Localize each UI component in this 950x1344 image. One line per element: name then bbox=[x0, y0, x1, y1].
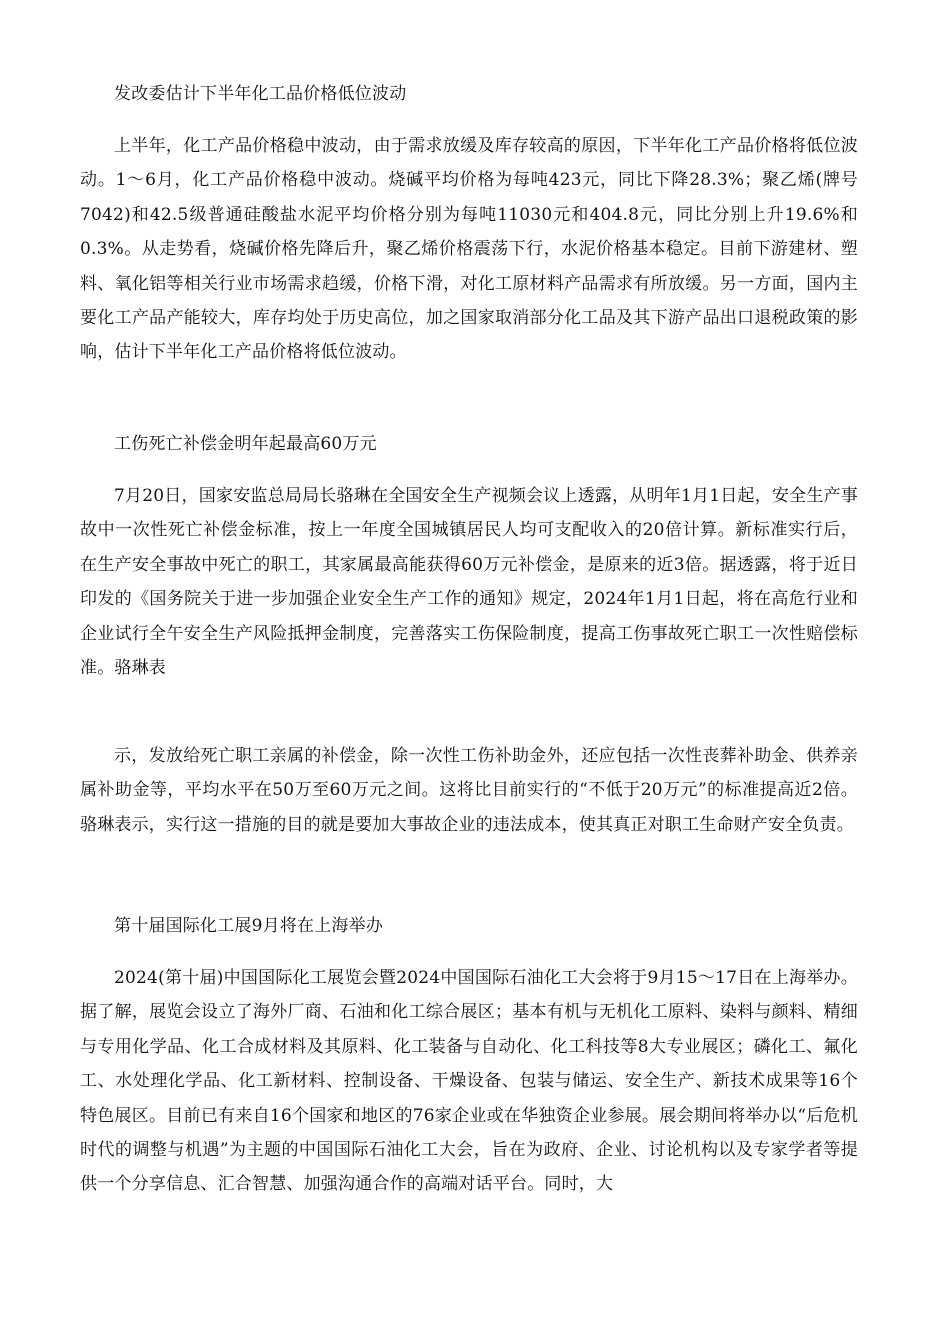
section-2-paragraph-2: 示，发放给死亡职工亲属的补偿金，除一次性工伤补助金外，还应包括一次性丧葬补助金、供养亲属补助金等，平均水平在50万至60万元之间。这将比目前实行的“不低于20万元”的标准提高近2倍。骆琳表示，实行这一措施的目的就是要加大事故企业的违法成本，使其真正对职工生命财产安全负责。 bbox=[80, 746, 858, 835]
section-1-title: 发改委估计下半年化工品价格低位波动 bbox=[114, 84, 407, 104]
section-1-paragraph-1: 上半年，化工产品价格稳中波动，由于需求放缓及库存较高的原因，下半年化工产品价格将低位波动。1～6月，化工产品价格稳中波动。烧碱平均价格为每吨423元，同比下降28.3%；聚乙烯(牌号7042)和42.5级普通硅酸盐水泥平均价格分别为每吨11030元和404.8元，同比分别上升19.6%和0.3%。从走势看，烧碱价格先降后升，聚乙烯价格震荡下行，水泥价格基本稳定。目前下游建材、塑料、氧化铝等相关行业市场需求趋缓，价格下滑，对化工原材料产品需求有所放缓。另一方面，国内主要化工产品产能较大，库存均处于历史高位，加之国家取消部分化工品及其下游产品出口退税政策的影响，估计下半年化工产品价格将低位波动。 bbox=[80, 136, 858, 363]
section-3-title: 第十届国际化工展9月将在上海举办 bbox=[114, 916, 384, 936]
section-3-paragraph-1: 2024(第十届)中国国际化工展览会暨2024中国国际石油化工大会将于9月15～17日在上海举办。据了解，展览会设立了海外厂商、石油和化工综合展区；基本有机与无机化工原料、染料与颜料、精细与专用化学品、化工合成材料及其原料、化工装备与自动化、化工科技等8大专业展区；磷化工、氟化工、水处理化学品、化工新材料、控制设备、干燥设备、包装与储运、安全生产、新技术成果等16个特色展区。目前已有来自16个国家和地区的76家企业或在华独资企业参展。展会期间将举办以“后危机时代的调整与机遇”为主题的中国国际石油化工大会，旨在为政府、企业、讨论机构以及专家学者等提供一个分享信息、汇合智慧、加强沟通合作的高端对话平台。同时，大 bbox=[80, 968, 858, 1195]
section-2-paragraph-1: 7月20日，国家安监总局局长骆琳在全国安全生产视频会议上透露，从明年1月1日起，安全生产事故中一次性死亡补偿金标准，按上一年度全国城镇居民人均可支配收入的20倍计算。新标准实行后，在生产安全事故中死亡的职工，其家属最高能获得60万元补偿金，是原来的近3倍。据透露，将于近日印发的《国务院关于进一步加强企业安全生产工作的通知》规定，2024年1月1日起，将在高危行业和企业试行全午安全生产风险抵押金制度，完善落实工伤保险制度，提高工伤事故死亡职工一次性赔偿标准。骆琳表 bbox=[80, 486, 858, 679]
section-2-title: 工伤死亡补偿金明年起最高60万元 bbox=[114, 434, 377, 454]
